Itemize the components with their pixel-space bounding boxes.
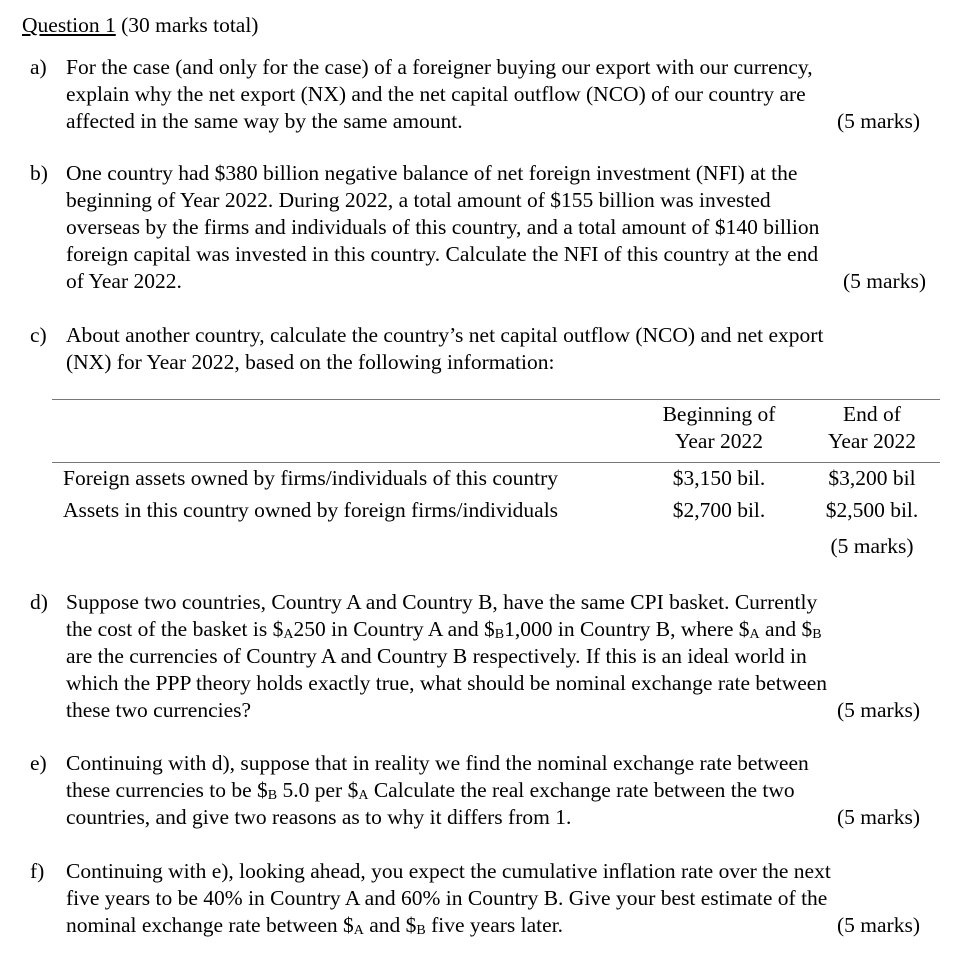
text-line: One country had $380 billion negative balance of net foreign investment (NFI) at the (66, 161, 798, 185)
question-number: Question 1 (22, 13, 116, 37)
header-line: Year 2022 (675, 429, 763, 453)
header-line: Year 2022 (828, 429, 916, 453)
text-line: Suppose two countries, Country A and Country B, have the same CPI basket. Currently (66, 590, 818, 614)
header-end (812, 401, 932, 455)
table-cell-end: $2,500 bil. (825, 498, 919, 522)
text-run: Calculate the real exchange rate between the two (368, 778, 795, 802)
text-run: and $ (759, 617, 813, 641)
text-line: five years to be 40% in Country A and 60% in Country B. Give your best estimate of the (66, 886, 828, 910)
table-cell-begin: $2,700 bil. (672, 498, 766, 522)
text-run: 250 in Country A and $ (293, 617, 495, 641)
question-heading (22, 12, 258, 39)
text-line: explain why the net export (NX) and the net capital outflow (NCO) of our country are (66, 82, 806, 106)
part-letter: d) (30, 590, 48, 614)
table-rule-top (52, 399, 940, 400)
part-letter: f) (30, 859, 45, 883)
text-line: (NX) for Year 2022, based on the following information: (66, 350, 555, 374)
marks-label: (5 marks) (843, 269, 926, 293)
text-line: which the PPP theory holds exactly true, what should be nominal exchange rate between (66, 671, 828, 695)
part-letter: a) (30, 55, 47, 79)
text-line: are the currencies of Country A and Country B respectively. If this is an ideal world in (66, 644, 807, 668)
part-b (30, 160, 926, 295)
part-c (30, 322, 920, 376)
header-line: Beginning of (662, 402, 776, 426)
text-run: the cost of the basket is $ (66, 617, 284, 641)
currency-subscript: B (812, 627, 822, 642)
text-line: affected in the same way by the same amount. (66, 109, 463, 133)
text-line (66, 913, 563, 937)
part-f (30, 858, 920, 939)
part-letter: e) (30, 751, 47, 775)
text-line: of Year 2022. (66, 269, 182, 293)
part-letter: b) (30, 161, 48, 185)
part-a (30, 54, 920, 135)
table-cell-end: $3,200 bil (828, 466, 916, 490)
part-e (30, 750, 920, 831)
header-beginning (644, 401, 794, 455)
text-line: overseas by the firms and individuals of this country, and a total amount of $140 billion (66, 215, 820, 239)
text-line: these two currencies? (66, 698, 252, 722)
currency-subscript: B (494, 627, 505, 642)
table-rule-mid (52, 462, 940, 463)
marks-label: (5 marks) (837, 805, 920, 829)
currency-subscript: A (749, 627, 760, 642)
marks-label: (5 marks) (830, 534, 914, 558)
text-line: Continuing with d), suppose that in reality we find the nominal exchange rate between (66, 751, 809, 775)
header-line: End of (843, 402, 901, 426)
text-line: beginning of Year 2022. During 2022, a total amount of $155 billion was invested (66, 188, 771, 212)
table-cell-begin: $3,150 bil. (672, 466, 766, 490)
text-line: countries, and give two reasons as to why it differs from 1. (66, 805, 572, 829)
part-letter: c) (30, 323, 47, 347)
text-run: 1,000 in Country B, where $ (504, 617, 750, 641)
text-run: five years later. (425, 913, 564, 937)
marks-label: (5 marks) (837, 913, 920, 937)
currency-subscript: B (416, 923, 426, 938)
table-row-label: Foreign assets owned by firms/individuals of this country (63, 466, 559, 490)
text-run: these currencies to be $ (66, 778, 268, 802)
currency-subscript: A (358, 788, 369, 803)
currency-subscript: B (267, 788, 278, 803)
text-line: About another country, calculate the country’s net capital outflow (NCO) and net export (66, 323, 824, 347)
text-line: Continuing with e), looking ahead, you expect the cumulative inflation rate over the next (66, 859, 831, 883)
currency-subscript: A (353, 923, 364, 938)
text-line (66, 777, 920, 804)
text-line: For the case (and only for the case) of a foreigner buying our export with our currency, (66, 55, 813, 79)
text-line: foreign capital was invested in this country. Calculate the NFI of this country at the end (66, 242, 819, 266)
part-d (30, 589, 920, 724)
currency-subscript: A (283, 627, 294, 642)
text-line (66, 616, 920, 643)
text-run: and $ (363, 913, 417, 937)
question-total-marks: (30 marks total) (121, 13, 259, 37)
marks-label: (5 marks) (837, 698, 920, 722)
text-run: nominal exchange rate between $ (66, 913, 354, 937)
marks-label: (5 marks) (837, 109, 920, 133)
table-row-label: Assets in this country owned by foreign firms/individuals (63, 498, 559, 522)
text-run: 5.0 per $ (277, 778, 359, 802)
